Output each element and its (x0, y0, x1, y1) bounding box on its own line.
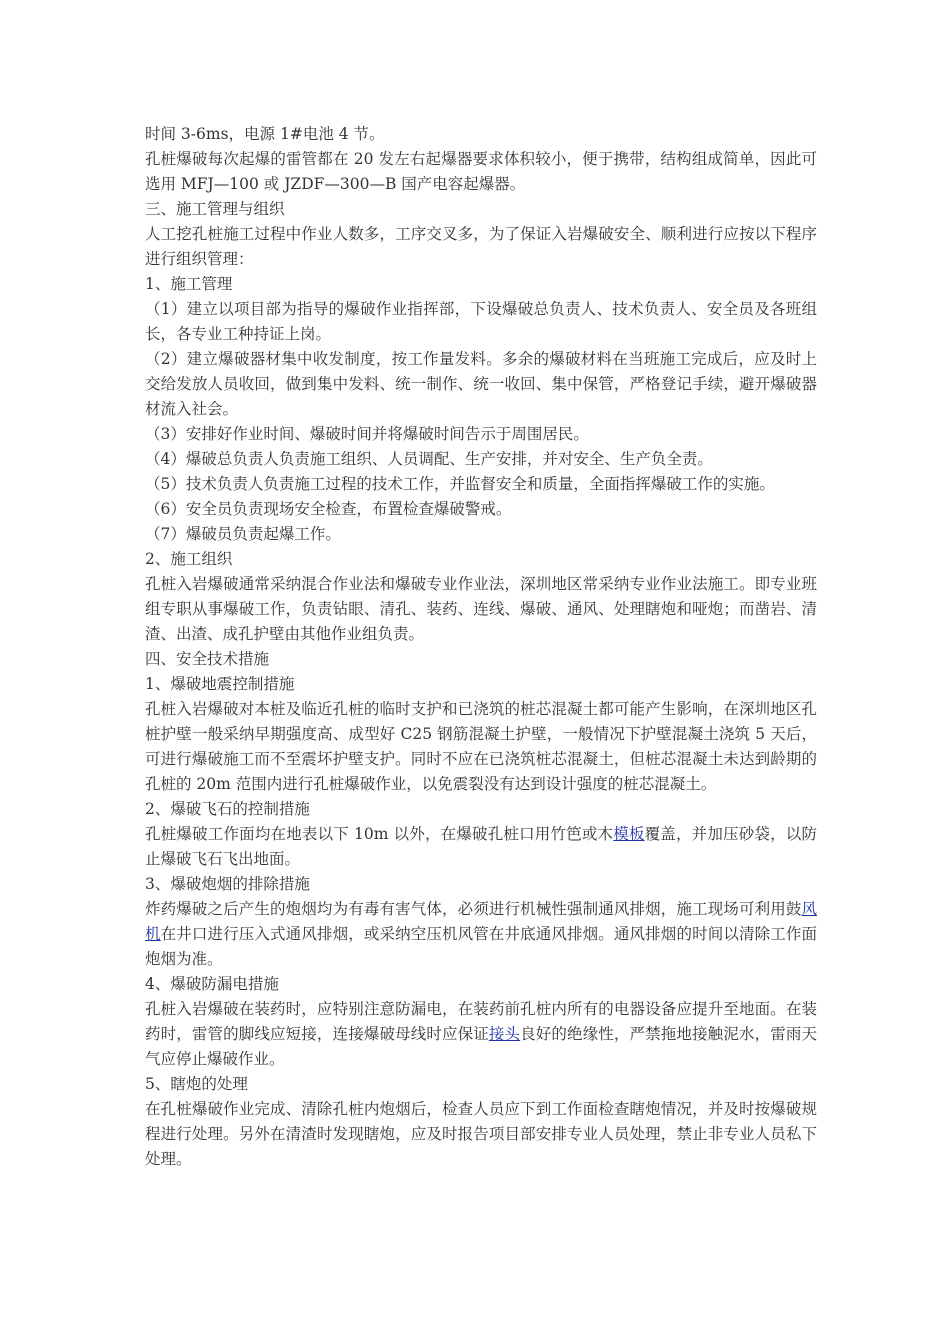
paragraph: 孔桩入岩爆破通常采纳混合作业法和爆破专业作业法，深圳地区常采纳专业作业法施工。即专业班组专职从事爆破工作，负责钻眼、清孔、装药、连线、爆破、通风、处理瞎炮和哑炮；而凿岩、清渣、出渣、成孔护壁由其他作业组负责。 (145, 575, 817, 643)
paragraph: 时间 3-6ms，电源 1#电池 4 节。 (145, 125, 385, 143)
subsection-heading: 1、爆破地震控制措施 (145, 675, 295, 693)
section-heading: 三、施工管理与组织 (145, 200, 285, 218)
list-item: （7）爆破员负责起爆工作。 (145, 525, 341, 543)
paragraph (145, 822, 817, 872)
list-item: （2）建立爆破器材集中收发制度，按工作量发料。多余的爆破材料在当班施工完成后，应及时上交给发放人员收回，做到集中发料、统一制作、统一收回、集中保管，严格登记手续，避开爆破器材流入社会。 (145, 350, 817, 418)
link-formwork[interactable]: 模板 (613, 825, 645, 843)
paragraph: 人工挖孔桩施工过程中作业人数多，工序交叉多，为了保证入岩爆破安全、顺利进行应按以下程序进行组织管理： (145, 225, 817, 268)
paragraph-text: 良好的绝缘性，严禁拖地接触泥水，雷雨天气应停止爆破作业。 (145, 1025, 817, 1068)
paragraph-text: 在井口进行压入式通风排烟，或采纳空压机风管在井底通风排烟。通风排烟的时间以清除工作面炮烟为准。 (145, 925, 817, 968)
list-item: （3）安排好作业时间、爆破时间并将爆破时间告示于周围居民。 (145, 425, 589, 443)
paragraph: 孔桩爆破每次起爆的雷管都在 20 发左右起爆器要求体积较小，便于携带，结构组成简单，因此可选用 MFJ—100 或 JZDF—300—B 国产电容起爆器。 (145, 150, 817, 193)
list-item: （1）建立以项目部为指导的爆破作业指挥部，下设爆破总负责人、技术负责人、安全员及各班组长，各专业工种持证上岗。 (145, 300, 817, 343)
list-item: （5）技术负责人负责施工过程的技术工作，并监督安全和质量，全面指挥爆破工作的实施。 (145, 475, 775, 493)
link-fan[interactable]: 风机 (145, 900, 817, 943)
paragraph-text: 孔桩爆破工作面均在地表以下 10m 以外，在爆破孔桩口用竹笆或木 (145, 825, 614, 843)
document-body (145, 122, 817, 1172)
subsection-heading: 2、爆破飞石的控制措施 (145, 800, 310, 818)
paragraph-text: 炸药爆破之后产生的炮烟均为有毒有害气体，必须进行机械性强制通风排烟，施工现场可利用鼓 (145, 900, 802, 918)
link-joint[interactable]: 接头 (488, 1025, 521, 1043)
paragraph: 在孔桩爆破作业完成、清除孔桩内炮烟后，检查人员应下到工作面检查瞎炮情况，并及时按爆破规程进行处理。另外在清渣时发现瞎炮，应及时报告项目部安排专业人员处理，禁止非专业人员私下处理。 (145, 1100, 817, 1168)
paragraph (145, 897, 817, 972)
subsection-heading: 4、爆破防漏电措施 (145, 975, 279, 993)
section-heading: 四、安全技术措施 (145, 650, 270, 668)
paragraph-text: 覆盖，并加压砂袋，以防止爆破飞石飞出地面。 (145, 825, 817, 868)
subsection-heading: 5、瞎炮的处理 (145, 1075, 248, 1093)
subsection-heading: 1、施工管理 (145, 275, 233, 293)
list-item: （6）安全员负责现场安全检查，布置检查爆破警戒。 (145, 500, 512, 518)
subsection-heading: 2、施工组织 (145, 550, 233, 568)
paragraph-text: 孔桩入岩爆破在装药时，应特别注意防漏电，在装药前孔桩内所有的电器设备应提升至地面。在装药时，雷管的脚线应短接，连接爆破母线时应保证 (145, 1000, 817, 1043)
paragraph: 孔桩入岩爆破对本桩及临近孔桩的临时支护和已浇筑的桩芯混凝土都可能产生影响，在深圳地区孔桩护壁一般采纳早期强度高、成型好 C25 钢筋混凝土护壁，一般情况下护壁混凝土浇筑 5 天后，可进行爆破施工而不至震坏护壁支护。同时不应在已浇筑桩芯混凝土，但桩芯混凝土未达到龄期的孔桩的 20m 范围内进行孔桩爆破作业，以免震裂没有达到设计强度的桩芯混凝土。 (145, 700, 817, 793)
subsection-heading: 3、爆破炮烟的排除措施 (145, 875, 310, 893)
paragraph (145, 997, 817, 1072)
list-item: （4）爆破总负责人负责施工组织、人员调配、生产安排，并对安全、生产负全责。 (145, 450, 713, 468)
